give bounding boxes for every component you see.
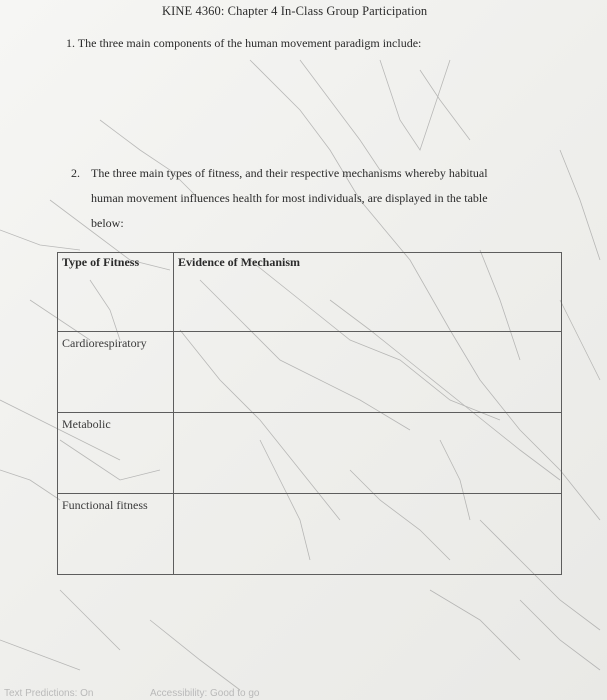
- text-predictions-status: Text Predictions: On: [4, 688, 94, 699]
- evidence-cell: [174, 413, 562, 494]
- fitness-table: [57, 252, 562, 575]
- document-title: KINE 4360: Chapter 4 In-Class Group Participation: [162, 4, 428, 18]
- fitness-type-cell: Cardiorespiratory: [58, 332, 174, 413]
- accessibility-status: Accessibility: Good to go: [150, 688, 260, 699]
- question-1-text: The three main components of the human movement paradigm include:: [77, 36, 422, 50]
- table-header-row: [58, 253, 562, 332]
- question-1: [66, 31, 421, 56]
- question-2-text: The three main types of fitness, and their respective mechanisms whereby habitual human movement influences health for most individuals, are displayed in the table below:: [91, 166, 488, 230]
- question-2-number: 2.: [71, 166, 80, 180]
- evidence-cell: [174, 494, 562, 575]
- table-row: [58, 332, 562, 413]
- status-footer: [0, 686, 607, 700]
- question-1-number: 1.: [66, 36, 75, 50]
- table-row: [58, 413, 562, 494]
- evidence-cell: [174, 332, 562, 413]
- table-row: [58, 494, 562, 575]
- header-type-of-fitness: Type of Fitness: [58, 253, 174, 332]
- header-evidence-of-mechanism: Evidence of Mechanism: [174, 253, 562, 332]
- fitness-type-cell: Functional fitness: [58, 494, 174, 575]
- fitness-type-cell: Metabolic: [58, 413, 174, 494]
